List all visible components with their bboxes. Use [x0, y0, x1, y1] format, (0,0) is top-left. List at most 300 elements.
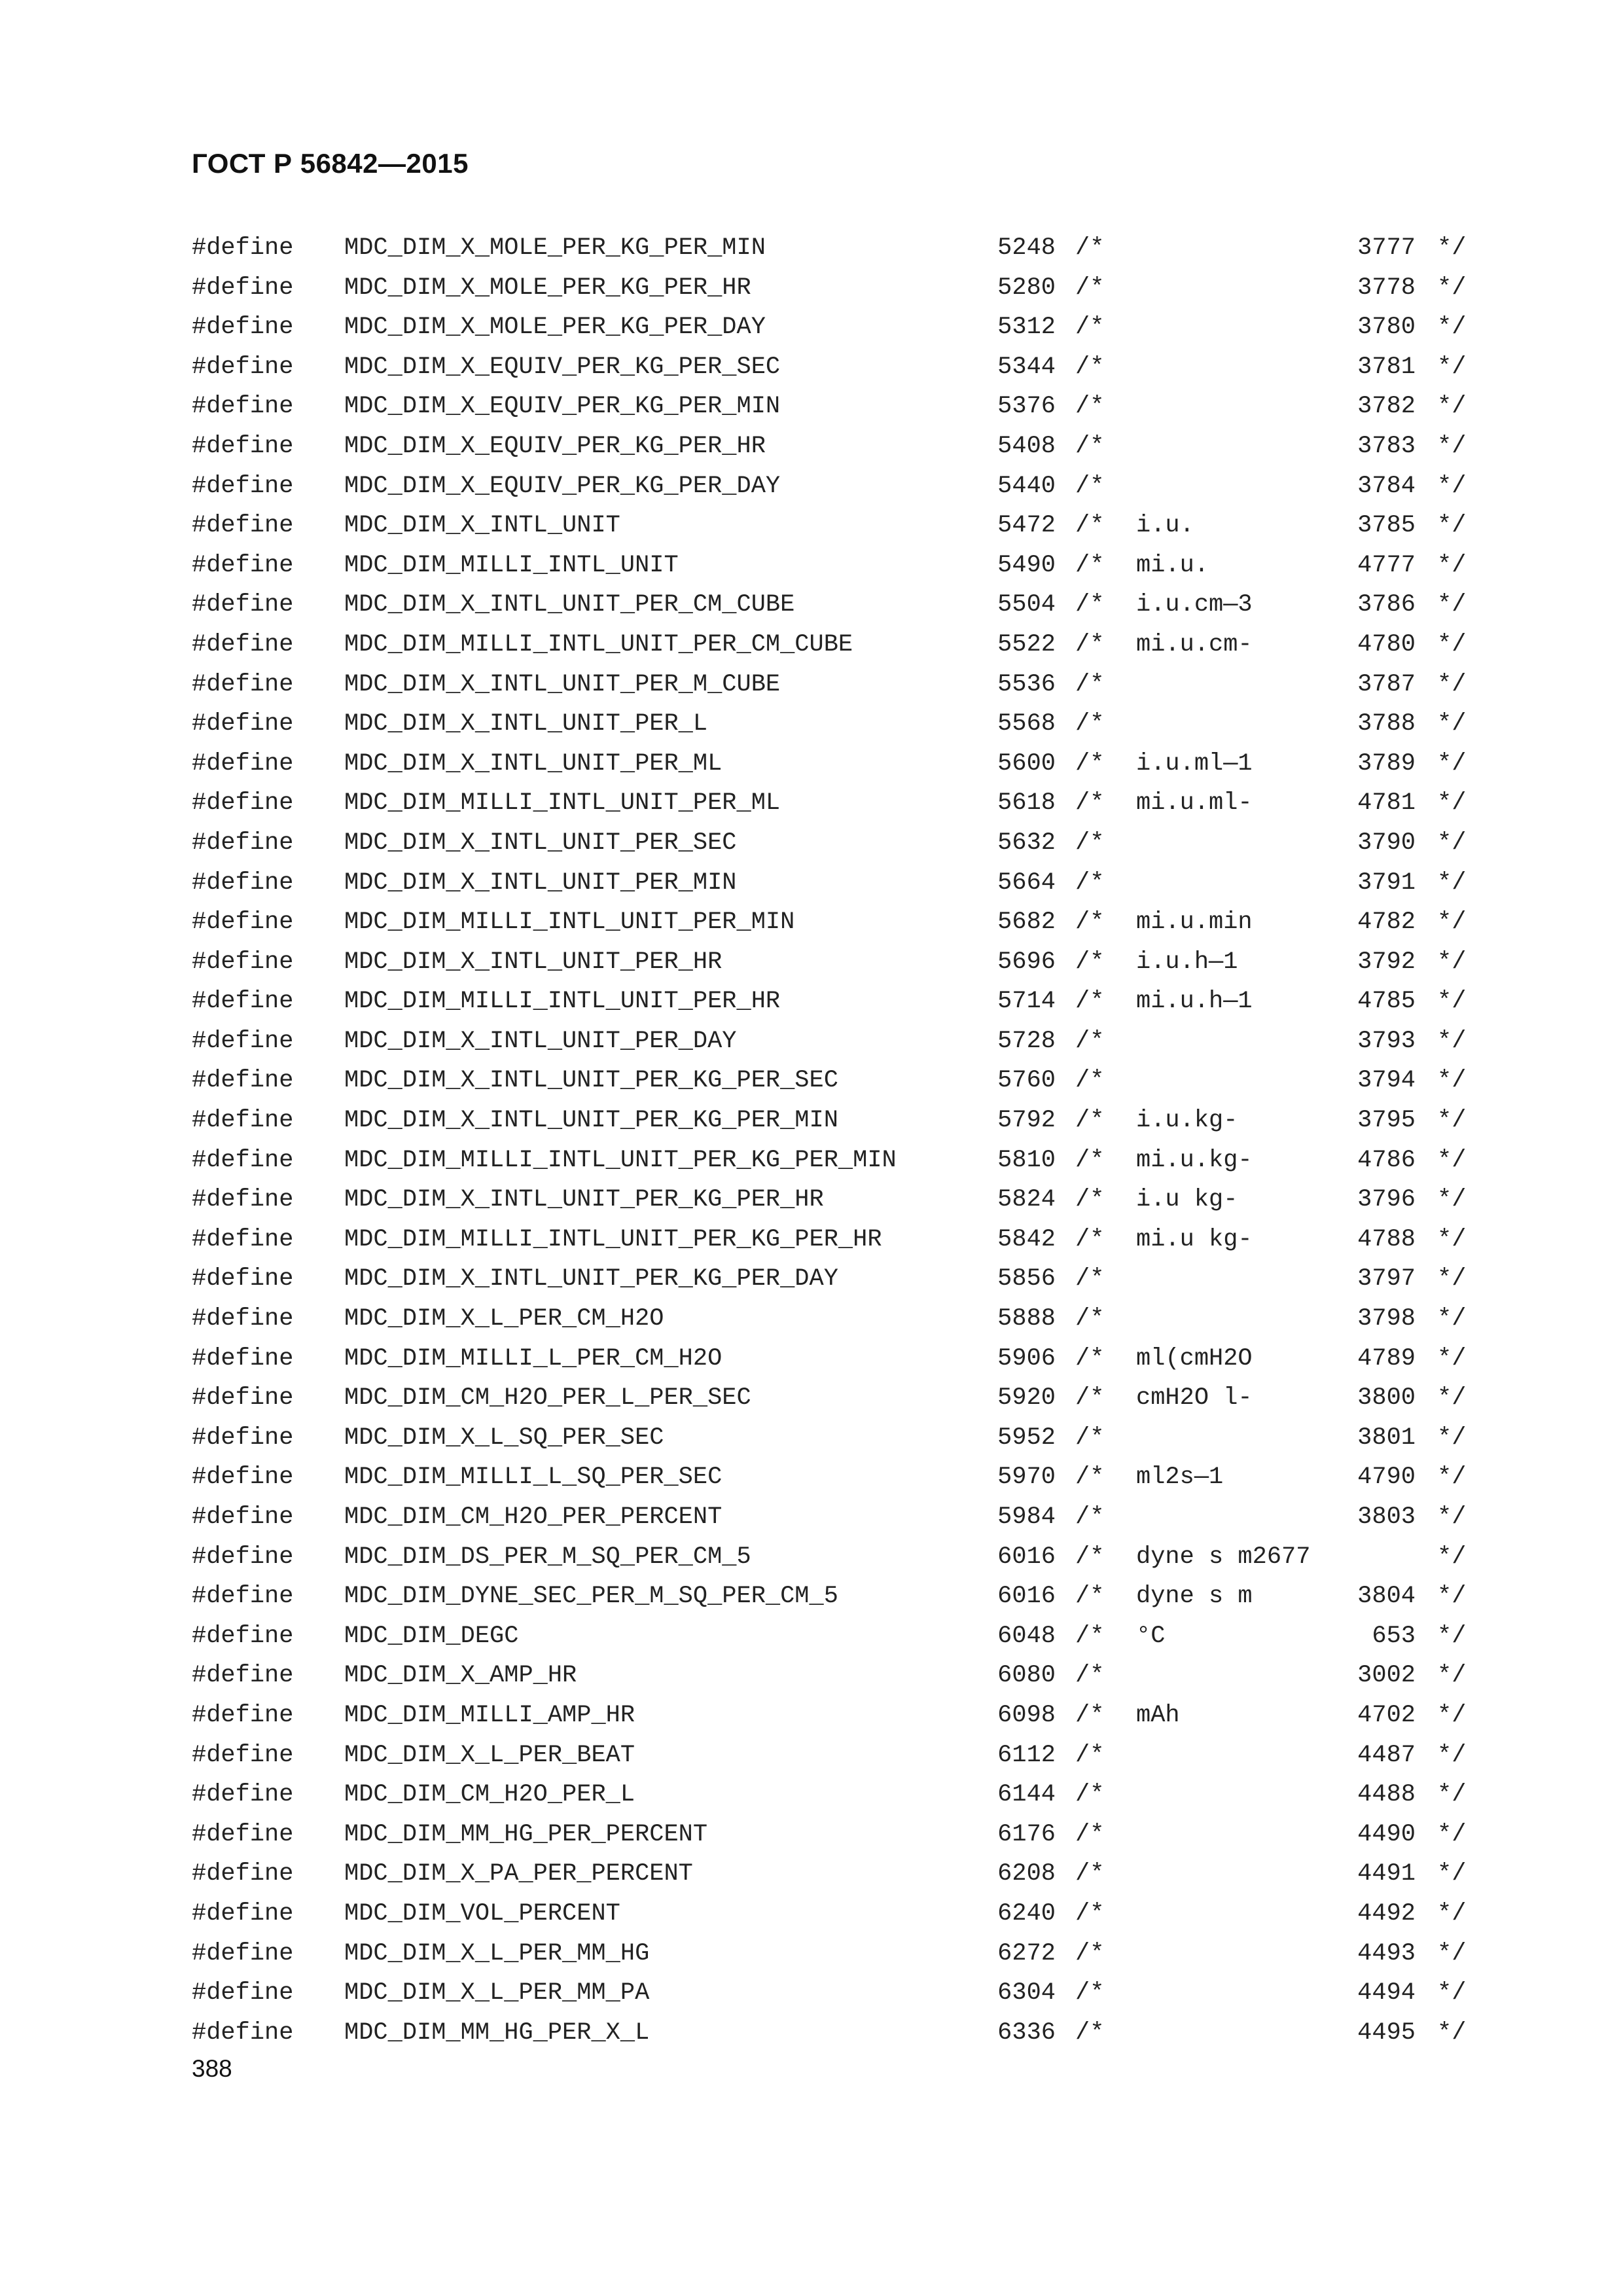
code-line	[192, 625, 1501, 665]
comment-open: /*	[1075, 829, 1105, 857]
macro-value: 5760	[997, 1067, 1056, 1095]
macro-name: MDC_DIM_X_EQUIV_PER_KG_PER_MIN	[344, 393, 781, 421]
unit-code: 4493	[1357, 1939, 1416, 1967]
macro-name: MDC_DIM_X_L_SQ_PER_SEC	[344, 1424, 664, 1452]
unit-symbol: mAh	[1136, 1701, 1180, 1729]
unit-code: 3798	[1357, 1305, 1416, 1333]
define-keyword: #define	[192, 1583, 294, 1611]
code-line	[192, 1894, 1501, 1934]
comment-close: */	[1437, 1463, 1467, 1492]
unit-code: 4495	[1357, 2018, 1416, 2047]
comment-close: */	[1437, 1781, 1467, 1809]
comment-open: /*	[1075, 1781, 1105, 1809]
comment-close: */	[1437, 234, 1467, 262]
code-line	[192, 1458, 1501, 1498]
define-keyword: #define	[192, 1463, 294, 1492]
macro-value: 6240	[997, 1899, 1056, 1928]
comment-open: /*	[1075, 1463, 1105, 1492]
macro-name: MDC_DIM_X_AMP_HR	[344, 1662, 577, 1690]
macro-value: 6112	[997, 1741, 1056, 1769]
unit-code: 3795	[1357, 1107, 1416, 1135]
define-keyword: #define	[192, 274, 294, 302]
code-line	[192, 942, 1501, 982]
macro-value: 5952	[997, 1424, 1056, 1452]
unit-symbol: cmH2O l-	[1136, 1384, 1253, 1412]
macro-value: 5696	[997, 948, 1056, 976]
unit-code: 4494	[1357, 1979, 1416, 2007]
code-line	[192, 982, 1501, 1022]
macro-value: 5792	[997, 1107, 1056, 1135]
comment-open: /*	[1075, 630, 1105, 658]
comment-close: */	[1437, 1583, 1467, 1611]
define-keyword: #define	[192, 908, 294, 937]
macro-name: MDC_DIM_X_L_PER_CM_H2O	[344, 1305, 664, 1333]
define-keyword: #define	[192, 789, 294, 817]
code-line	[192, 268, 1501, 308]
comment-close: */	[1437, 908, 1467, 937]
comment-open: /*	[1075, 1543, 1105, 1571]
comment-open: /*	[1075, 2018, 1105, 2047]
comment-close: */	[1437, 1225, 1467, 1253]
define-keyword: #define	[192, 1701, 294, 1729]
define-keyword: #define	[192, 988, 294, 1016]
define-keyword: #define	[192, 1820, 294, 1848]
comment-open: /*	[1075, 1107, 1105, 1135]
comment-close: */	[1437, 1741, 1467, 1769]
define-keyword: #define	[192, 1662, 294, 1690]
code-line	[192, 1141, 1501, 1181]
define-keyword: #define	[192, 234, 294, 262]
unit-code: 3789	[1357, 749, 1416, 778]
comment-close: */	[1437, 1384, 1467, 1412]
comment-close: */	[1437, 314, 1467, 342]
unit-code: 4490	[1357, 1820, 1416, 1848]
comment-open: /*	[1075, 1344, 1105, 1372]
define-keyword: #define	[192, 432, 294, 460]
unit-code: 4781	[1357, 789, 1416, 817]
macro-value: 5682	[997, 908, 1056, 937]
macro-name: MDC_DIM_CM_H2O_PER_L	[344, 1781, 635, 1809]
unit-code: 4785	[1357, 988, 1416, 1016]
unit-symbol: i.u.cm—3	[1136, 591, 1253, 619]
comment-open: /*	[1075, 1186, 1105, 1214]
macro-value: 5408	[997, 432, 1056, 460]
macro-name: MDC_DIM_X_INTL_UNIT	[344, 512, 620, 540]
comment-close: */	[1437, 670, 1467, 698]
comment-open: /*	[1075, 869, 1105, 897]
comment-open: /*	[1075, 472, 1105, 500]
macro-value: 6272	[997, 1939, 1056, 1967]
unit-code: 3778	[1357, 274, 1416, 302]
code-line	[192, 1299, 1501, 1339]
define-keyword: #define	[192, 670, 294, 698]
unit-code: 4492	[1357, 1899, 1416, 1928]
comment-close: */	[1437, 630, 1467, 658]
define-keyword: #define	[192, 472, 294, 500]
code-line	[192, 823, 1501, 863]
define-keyword: #define	[192, 1146, 294, 1174]
comment-close: */	[1437, 432, 1467, 460]
unit-symbol: dyne s m	[1136, 1583, 1253, 1611]
comment-close: */	[1437, 1543, 1467, 1571]
code-line	[192, 1696, 1501, 1736]
define-keyword: #define	[192, 1305, 294, 1333]
unit-code: 3796	[1357, 1186, 1416, 1214]
comment-close: */	[1437, 512, 1467, 540]
unit-code: 4790	[1357, 1463, 1416, 1492]
define-keyword: #define	[192, 1107, 294, 1135]
define-keyword: #define	[192, 1899, 294, 1928]
macro-name: MDC_DIM_MILLI_AMP_HR	[344, 1701, 635, 1729]
macro-value: 5970	[997, 1463, 1056, 1492]
code-line	[192, 348, 1501, 387]
comment-close: */	[1437, 1860, 1467, 1888]
define-keyword: #define	[192, 1979, 294, 2007]
code-line	[192, 308, 1501, 348]
code-line	[192, 1775, 1501, 1815]
comment-open: /*	[1075, 1979, 1105, 2007]
comment-open: /*	[1075, 1424, 1105, 1452]
macro-name: MDC_DIM_X_MOLE_PER_KG_PER_DAY	[344, 314, 766, 342]
code-line	[192, 585, 1501, 625]
macro-value: 5728	[997, 1027, 1056, 1055]
comment-close: */	[1437, 1979, 1467, 2007]
unit-symbol: ml2s—1	[1136, 1463, 1224, 1492]
comment-open: /*	[1075, 749, 1105, 778]
macro-name: MDC_DIM_X_INTL_UNIT_PER_SEC	[344, 829, 737, 857]
code-line	[192, 863, 1501, 903]
comment-close: */	[1437, 948, 1467, 976]
code-line	[192, 1378, 1501, 1418]
macro-name: MDC_DIM_X_L_PER_BEAT	[344, 1741, 635, 1769]
comment-open: /*	[1075, 1027, 1105, 1055]
code-line	[192, 665, 1501, 705]
code-line	[192, 1339, 1501, 1379]
comment-open: /*	[1075, 1860, 1105, 1888]
macro-name: MDC_DIM_X_MOLE_PER_KG_PER_MIN	[344, 234, 766, 262]
define-keyword: #define	[192, 551, 294, 579]
code-line	[192, 1577, 1501, 1617]
define-keyword: #define	[192, 1225, 294, 1253]
define-keyword: #define	[192, 749, 294, 778]
comment-open: /*	[1075, 393, 1105, 421]
comment-open: /*	[1075, 1820, 1105, 1848]
comment-close: */	[1437, 472, 1467, 500]
unit-symbol: mi.u.kg-	[1136, 1146, 1253, 1174]
unit-symbol: mi.u.cm-	[1136, 630, 1253, 658]
comment-close: */	[1437, 591, 1467, 619]
macro-name: MDC_DIM_X_PA_PER_PERCENT	[344, 1860, 693, 1888]
comment-open: /*	[1075, 1384, 1105, 1412]
unit-symbol: dyne s m2677	[1136, 1543, 1311, 1571]
comment-open: /*	[1075, 789, 1105, 817]
macro-value: 6176	[997, 1820, 1056, 1848]
comment-open: /*	[1075, 948, 1105, 976]
unit-code: 3783	[1357, 432, 1416, 460]
unit-symbol: mi.u.ml-	[1136, 789, 1253, 817]
code-line	[192, 427, 1501, 467]
macro-name: MDC_DIM_X_INTL_UNIT_PER_KG_PER_SEC	[344, 1067, 838, 1095]
define-keyword: #define	[192, 393, 294, 421]
code-line	[192, 1815, 1501, 1855]
comment-open: /*	[1075, 234, 1105, 262]
code-line	[192, 1617, 1501, 1657]
macro-value: 6098	[997, 1701, 1056, 1729]
unit-code: 4786	[1357, 1146, 1416, 1174]
macro-value: 5664	[997, 869, 1056, 897]
comment-close: */	[1437, 1027, 1467, 1055]
define-keyword: #define	[192, 512, 294, 540]
macro-name: MDC_DIM_DEGC	[344, 1622, 519, 1650]
define-keyword: #define	[192, 630, 294, 658]
comment-open: /*	[1075, 1741, 1105, 1769]
comment-open: /*	[1075, 670, 1105, 698]
comment-open: /*	[1075, 1622, 1105, 1650]
macro-value: 5824	[997, 1186, 1056, 1214]
comment-close: */	[1437, 551, 1467, 579]
unit-code: 4780	[1357, 630, 1416, 658]
comment-open: /*	[1075, 512, 1105, 540]
unit-code: 4788	[1357, 1225, 1416, 1253]
macro-name: MDC_DIM_CM_H2O_PER_PERCENT	[344, 1503, 722, 1531]
macro-name: MDC_DIM_X_INTL_UNIT_PER_DAY	[344, 1027, 737, 1055]
macro-name: MDC_DIM_CM_H2O_PER_L_PER_SEC	[344, 1384, 751, 1412]
macro-name: MDC_DIM_VOL_PERCENT	[344, 1899, 620, 1928]
comment-open: /*	[1075, 988, 1105, 1016]
macro-value: 5632	[997, 829, 1056, 857]
code-line	[192, 1854, 1501, 1894]
unit-symbol: mi.u.min	[1136, 908, 1253, 937]
code-line	[192, 546, 1501, 586]
define-keyword: #define	[192, 1384, 294, 1412]
macro-value: 5490	[997, 551, 1056, 579]
comment-open: /*	[1075, 710, 1105, 738]
macro-name: MDC_DIM_X_INTL_UNIT_PER_L	[344, 710, 708, 738]
unit-code: 3804	[1357, 1583, 1416, 1611]
comment-close: */	[1437, 1503, 1467, 1531]
macro-name: MDC_DIM_MILLI_L_PER_CM_H2O	[344, 1344, 722, 1372]
define-keyword: #define	[192, 1622, 294, 1650]
comment-open: /*	[1075, 591, 1105, 619]
page-number: 388	[192, 2055, 232, 2082]
macro-name: MDC_DIM_MILLI_INTL_UNIT_PER_KG_PER_MIN	[344, 1146, 897, 1174]
comment-close: */	[1437, 274, 1467, 302]
define-keyword: #define	[192, 1265, 294, 1293]
macro-name: MDC_DIM_X_INTL_UNIT_PER_KG_PER_HR	[344, 1186, 824, 1214]
define-keyword: #define	[192, 1067, 294, 1095]
unit-code: 3793	[1357, 1027, 1416, 1055]
macro-name: MDC_DIM_X_INTL_UNIT_PER_KG_PER_MIN	[344, 1107, 838, 1135]
code-line	[192, 1220, 1501, 1260]
macro-name: MDC_DIM_MILLI_INTL_UNIT_PER_ML	[344, 789, 781, 817]
unit-symbol: °C	[1136, 1622, 1166, 1650]
macro-value: 6016	[997, 1543, 1056, 1571]
unit-code: 3002	[1357, 1662, 1416, 1690]
unit-code: 4782	[1357, 908, 1416, 937]
comment-close: */	[1437, 789, 1467, 817]
code-line	[192, 903, 1501, 942]
unit-code: 3782	[1357, 393, 1416, 421]
code-line	[192, 1101, 1501, 1141]
unit-code: 3803	[1357, 1503, 1416, 1531]
macro-name: MDC_DIM_X_INTL_UNIT_PER_HR	[344, 948, 722, 976]
code-listing	[192, 228, 1501, 2053]
macro-value: 5376	[997, 393, 1056, 421]
macro-name: MDC_DIM_DYNE_SEC_PER_M_SQ_PER_CM_5	[344, 1583, 838, 1611]
macro-value: 6048	[997, 1622, 1056, 1650]
comment-close: */	[1437, 1662, 1467, 1690]
code-line	[192, 1061, 1501, 1101]
code-line	[192, 1973, 1501, 2013]
unit-code: 3801	[1357, 1424, 1416, 1452]
comment-close: */	[1437, 1939, 1467, 1967]
unit-code: 3790	[1357, 829, 1416, 857]
macro-value: 6208	[997, 1860, 1056, 1888]
define-keyword: #define	[192, 1186, 294, 1214]
comment-close: */	[1437, 829, 1467, 857]
macro-name: MDC_DIM_MILLI_INTL_UNIT_PER_CM_CUBE	[344, 630, 853, 658]
unit-symbol: i.u.kg-	[1136, 1107, 1238, 1135]
unit-code: 3794	[1357, 1067, 1416, 1095]
define-keyword: #define	[192, 1503, 294, 1531]
define-keyword: #define	[192, 948, 294, 976]
comment-open: /*	[1075, 908, 1105, 937]
unit-symbol: mi.u.	[1136, 551, 1209, 579]
macro-value: 5248	[997, 234, 1056, 262]
define-keyword: #define	[192, 314, 294, 342]
define-keyword: #define	[192, 2018, 294, 2047]
unit-code: 4487	[1357, 1741, 1416, 1769]
macro-value: 5312	[997, 314, 1056, 342]
comment-close: */	[1437, 749, 1467, 778]
comment-open: /*	[1075, 551, 1105, 579]
unit-code: 3781	[1357, 353, 1416, 381]
comment-open: /*	[1075, 1067, 1105, 1095]
macro-value: 5600	[997, 749, 1056, 778]
define-keyword: #define	[192, 1027, 294, 1055]
unit-code: 3792	[1357, 948, 1416, 976]
macro-value: 5522	[997, 630, 1056, 658]
unit-code: 3785	[1357, 512, 1416, 540]
code-line	[192, 704, 1501, 744]
comment-open: /*	[1075, 1662, 1105, 1690]
code-line	[192, 1934, 1501, 1974]
macro-value: 5920	[997, 1384, 1056, 1412]
code-line	[192, 387, 1501, 427]
macro-value: 5536	[997, 670, 1056, 698]
unit-symbol: i.u.	[1136, 512, 1194, 540]
comment-open: /*	[1075, 1225, 1105, 1253]
comment-open: /*	[1075, 432, 1105, 460]
macro-value: 6080	[997, 1662, 1056, 1690]
comment-close: */	[1437, 869, 1467, 897]
define-keyword: #define	[192, 829, 294, 857]
macro-value: 5888	[997, 1305, 1056, 1333]
unit-code: 4789	[1357, 1344, 1416, 1372]
macro-name: MDC_DIM_MILLI_INTL_UNIT_PER_KG_PER_HR	[344, 1225, 882, 1253]
comment-open: /*	[1075, 1146, 1105, 1174]
code-line	[192, 1498, 1501, 1537]
code-line	[192, 1418, 1501, 1458]
unit-code: 4777	[1357, 551, 1416, 579]
comment-open: /*	[1075, 1701, 1105, 1729]
macro-value: 5472	[997, 512, 1056, 540]
define-keyword: #define	[192, 591, 294, 619]
macro-name: MDC_DIM_MILLI_INTL_UNIT_PER_MIN	[344, 908, 795, 937]
define-keyword: #define	[192, 1860, 294, 1888]
macro-value: 5568	[997, 710, 1056, 738]
unit-code: 3777	[1357, 234, 1416, 262]
macro-value: 5280	[997, 274, 1056, 302]
code-line	[192, 1022, 1501, 1062]
macro-name: MDC_DIM_X_L_PER_MM_HG	[344, 1939, 650, 1967]
unit-code: 3797	[1357, 1265, 1416, 1293]
macro-value: 6304	[997, 1979, 1056, 2007]
macro-name: MDC_DIM_MILLI_INTL_UNIT	[344, 551, 679, 579]
comment-close: */	[1437, 1622, 1467, 1650]
comment-close: */	[1437, 353, 1467, 381]
unit-code: 3788	[1357, 710, 1416, 738]
unit-symbol: i.u.h—1	[1136, 948, 1238, 976]
comment-open: /*	[1075, 353, 1105, 381]
comment-close: */	[1437, 2018, 1467, 2047]
macro-value: 5856	[997, 1265, 1056, 1293]
unit-code: 3786	[1357, 591, 1416, 619]
macro-name: MDC_DIM_X_L_PER_MM_PA	[344, 1979, 650, 2007]
define-keyword: #define	[192, 1543, 294, 1571]
macro-name: MDC_DIM_X_INTL_UNIT_PER_MIN	[344, 869, 737, 897]
comment-open: /*	[1075, 314, 1105, 342]
comment-close: */	[1437, 1820, 1467, 1848]
define-keyword: #define	[192, 1344, 294, 1372]
code-line	[192, 783, 1501, 823]
comment-close: */	[1437, 988, 1467, 1016]
define-keyword: #define	[192, 869, 294, 897]
comment-close: */	[1437, 1186, 1467, 1214]
document-header: ГОСТ Р 56842—2015	[192, 148, 469, 179]
unit-code: 3780	[1357, 314, 1416, 342]
comment-open: /*	[1075, 1939, 1105, 1967]
macro-value: 5618	[997, 789, 1056, 817]
unit-symbol: mi.u kg-	[1136, 1225, 1253, 1253]
code-line	[192, 506, 1501, 546]
macro-name: MDC_DIM_X_INTL_UNIT_PER_KG_PER_DAY	[344, 1265, 838, 1293]
macro-value: 5344	[997, 353, 1056, 381]
macro-name: MDC_DIM_X_EQUIV_PER_KG_PER_HR	[344, 432, 766, 460]
unit-symbol: i.u.ml—1	[1136, 749, 1253, 778]
comment-close: */	[1437, 1344, 1467, 1372]
comment-close: */	[1437, 393, 1467, 421]
macro-name: MDC_DIM_X_INTL_UNIT_PER_CM_CUBE	[344, 591, 795, 619]
macro-value: 6016	[997, 1583, 1056, 1611]
comment-close: */	[1437, 710, 1467, 738]
comment-open: /*	[1075, 274, 1105, 302]
comment-close: */	[1437, 1305, 1467, 1333]
macro-value: 5842	[997, 1225, 1056, 1253]
macro-value: 6336	[997, 2018, 1056, 2047]
code-line	[192, 1259, 1501, 1299]
macro-name: MDC_DIM_DS_PER_M_SQ_PER_CM_5	[344, 1543, 751, 1571]
define-keyword: #define	[192, 1781, 294, 1809]
comment-open: /*	[1075, 1265, 1105, 1293]
code-line	[192, 744, 1501, 784]
unit-code: 653	[1372, 1622, 1416, 1650]
macro-value: 5714	[997, 988, 1056, 1016]
code-line	[192, 1656, 1501, 1696]
code-line	[192, 1736, 1501, 1776]
comment-close: */	[1437, 1701, 1467, 1729]
macro-value: 5984	[997, 1503, 1056, 1531]
